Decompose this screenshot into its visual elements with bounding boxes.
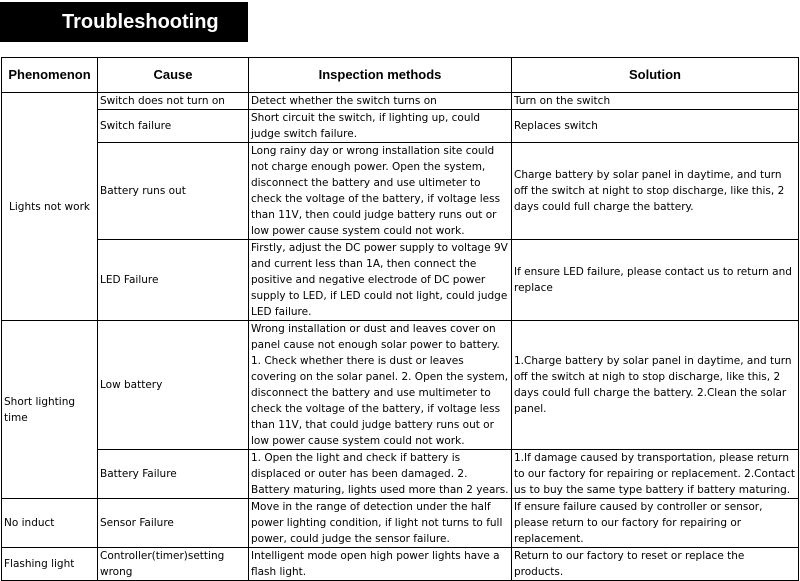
solution-cell: 1.If damage caused by transportation, please return to our factory for repairing or replacement. 2.Contact us to buy the same type battery if battery maturing. — [512, 450, 799, 499]
cause-cell: Sensor Failure — [98, 499, 249, 548]
phenomenon-cell: Short lighting time — [2, 321, 98, 499]
phenomenon-cell: Flashing light — [2, 548, 98, 581]
header-phenomenon: Phenomenon — [2, 58, 98, 93]
phenomenon-cell: Lights not work — [2, 93, 98, 321]
table-row — [2, 240, 799, 321]
inspection-cell: 1. Open the light and check if battery is displaced or outer has been damaged. 2. Battery maturing, lights used more than 2 years. — [249, 450, 512, 499]
solution-cell: If ensure failure caused by controller or sensor, please return to our factory for repairing or replacement. — [512, 499, 799, 548]
cause-cell: Battery runs out — [98, 143, 249, 240]
solution-cell: 1.Charge battery by solar panel in daytime, and turn off the switch at nigh to stop discharge, like this, 2 days could full charge the battery. 2.Clean the solar panel. — [512, 321, 799, 450]
header-row — [2, 58, 799, 93]
solution-cell: Return to our factory to reset or replace the products. — [512, 548, 799, 581]
cause-cell: Switch does not turn on — [98, 93, 249, 110]
cause-cell: LED Failure — [98, 240, 249, 321]
header-cause: Cause — [98, 58, 249, 93]
table-row — [2, 321, 799, 450]
solution-cell: Replaces switch — [512, 110, 799, 143]
inspection-cell: Long rainy day or wrong installation site could not charge enough power. Open the system, disconnect the battery and use ultimeter to check the voltage of the battery, if voltage less than 11V, then could judge battery runs out or low power cause system could not work. — [249, 143, 512, 240]
cause-cell: Battery Failure — [98, 450, 249, 499]
page-title: Troubleshooting — [0, 2, 248, 42]
table-row — [2, 548, 799, 581]
solution-cell: Turn on the switch — [512, 93, 799, 110]
inspection-cell: Wrong installation or dust and leaves cover on panel cause not enough solar power to battery. 1. Check whether there is dust or leaves covering on the solar panel. 2. Open the system, disconnect the battery and use multimeter to check the voltage of the battery, if voltage less than 11V, that could judge battery runs out or low power cause system could not work. — [249, 321, 512, 450]
header-solution: Solution — [512, 58, 799, 93]
cause-cell: Switch failure — [98, 110, 249, 143]
table-row — [2, 143, 799, 240]
inspection-cell: Detect whether the switch turns on — [249, 93, 512, 110]
inspection-cell: Move in the range of detection under the half power lighting condition, if light not turns to full power, could judge the sensor failure. — [249, 499, 512, 548]
table-row — [2, 93, 799, 110]
phenomenon-cell: No induct — [2, 499, 98, 548]
table-row — [2, 110, 799, 143]
inspection-cell: Intelligent mode open high power lights have a flash light. — [249, 548, 512, 581]
header-inspection-methods: Inspection methods — [249, 58, 512, 93]
table-row — [2, 499, 799, 548]
inspection-cell: Short circuit the switch, if lighting up, could judge switch failure. — [249, 110, 512, 143]
inspection-cell: Firstly, adjust the DC power supply to voltage 9V and current less than 1A, then connect the positive and negative electrode of DC power supply to LED, if LED could not light, could judge LED failure. — [249, 240, 512, 321]
solution-cell: If ensure LED failure, please contact us to return and replace — [512, 240, 799, 321]
table-row — [2, 450, 799, 499]
troubleshooting-table — [1, 57, 799, 581]
cause-cell: Low battery — [98, 321, 249, 450]
cause-cell: Controller(timer)setting wrong — [98, 548, 249, 581]
solution-cell: Charge battery by solar panel in daytime, and turn off the switch at night to stop discharge, like this, 2 days could full charge the battery. — [512, 143, 799, 240]
